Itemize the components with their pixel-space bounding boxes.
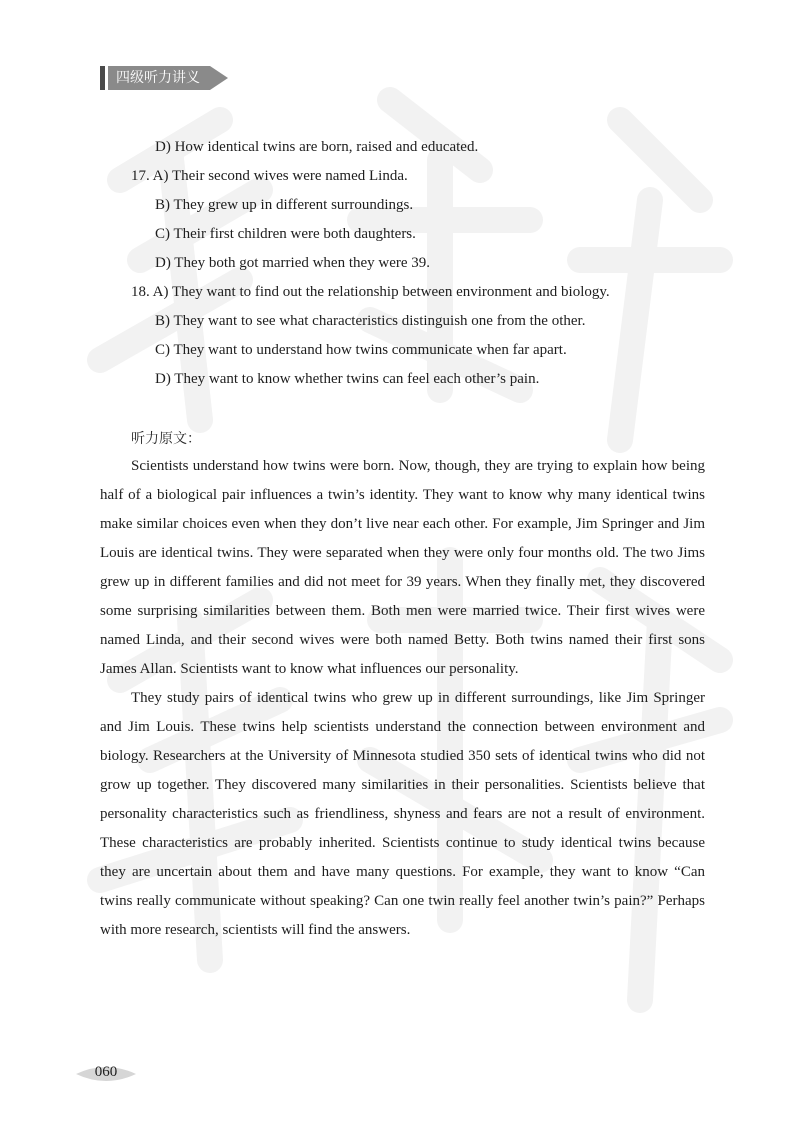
page-number-badge: [74, 1062, 138, 1086]
transcript-paragraph-2: They study pairs of identical twins who grew up in different surroundings, like Jim Springer and Jim Louis. These twins help scientists understand the connection between environment and biology. Researchers at the University of Minnesota studied 350 sets of identical twins who did not grow up together. They discovered many similarities in their personalities. Scientists believe that personality characteristics such as friendliness, shyness and fears are not a result of environment. These characteristics are probably inherited. Scientists continue to study identical twins because they are uncertain about them and have many questions. For example, they want to know “Can twins really communicate without speaking? Can one twin really feel another twin’s pain?” Perhaps with more research, scientists will find the answers.: [100, 690, 705, 938]
question-17-option-a: 17. A) Their second wives were named Linda.: [131, 168, 408, 184]
question-16-option-d: D) How identical twins are born, raised and educated.: [155, 139, 479, 155]
transcript-body: [100, 452, 705, 945]
question-18-option-b: B) They want to see what characteristics distinguish one from the other.: [155, 313, 586, 329]
header-title: 四级听力讲义: [108, 66, 210, 90]
question-18-option-d: D) They want to know whether twins can feel each other’s pain.: [155, 371, 540, 387]
page-number: 060: [94, 1064, 118, 1080]
header-accent-bar: [100, 66, 105, 90]
question-18-option-a: 18. A) They want to find out the relationship between environment and biology.: [131, 284, 610, 300]
transcript-heading: 听力原文：: [131, 431, 201, 447]
question-17-option-c: C) Their first children were both daughters.: [155, 226, 416, 242]
question-17-option-b: B) They grew up in different surroundings.: [155, 197, 414, 213]
question-18-option-c: C) They want to understand how twins communicate when far apart.: [155, 342, 567, 358]
transcript-paragraph-1: Scientists understand how twins were born. Now, though, they are trying to explain how being half of a biological pair influences a twin’s identity. They want to know why many identical twins make similar choices even when they don’t live near each other. For example, Jim Springer and Jim Louis are identical twins. They were separated when they were only four months old. The two Jims grew up in different families and did not meet for 39 years. When they finally met, they discovered some surprising similarities between them. Both men were married twice. Their first wives were named Linda, and their second wives were both named Betty. Both twins named their first sons James Allan. Scientists want to know what influences our personality.: [100, 458, 705, 677]
header-arrow-shape: [210, 66, 228, 90]
running-header: [100, 66, 228, 90]
question-17-option-d: D) They both got married when they were 39.: [155, 255, 431, 271]
